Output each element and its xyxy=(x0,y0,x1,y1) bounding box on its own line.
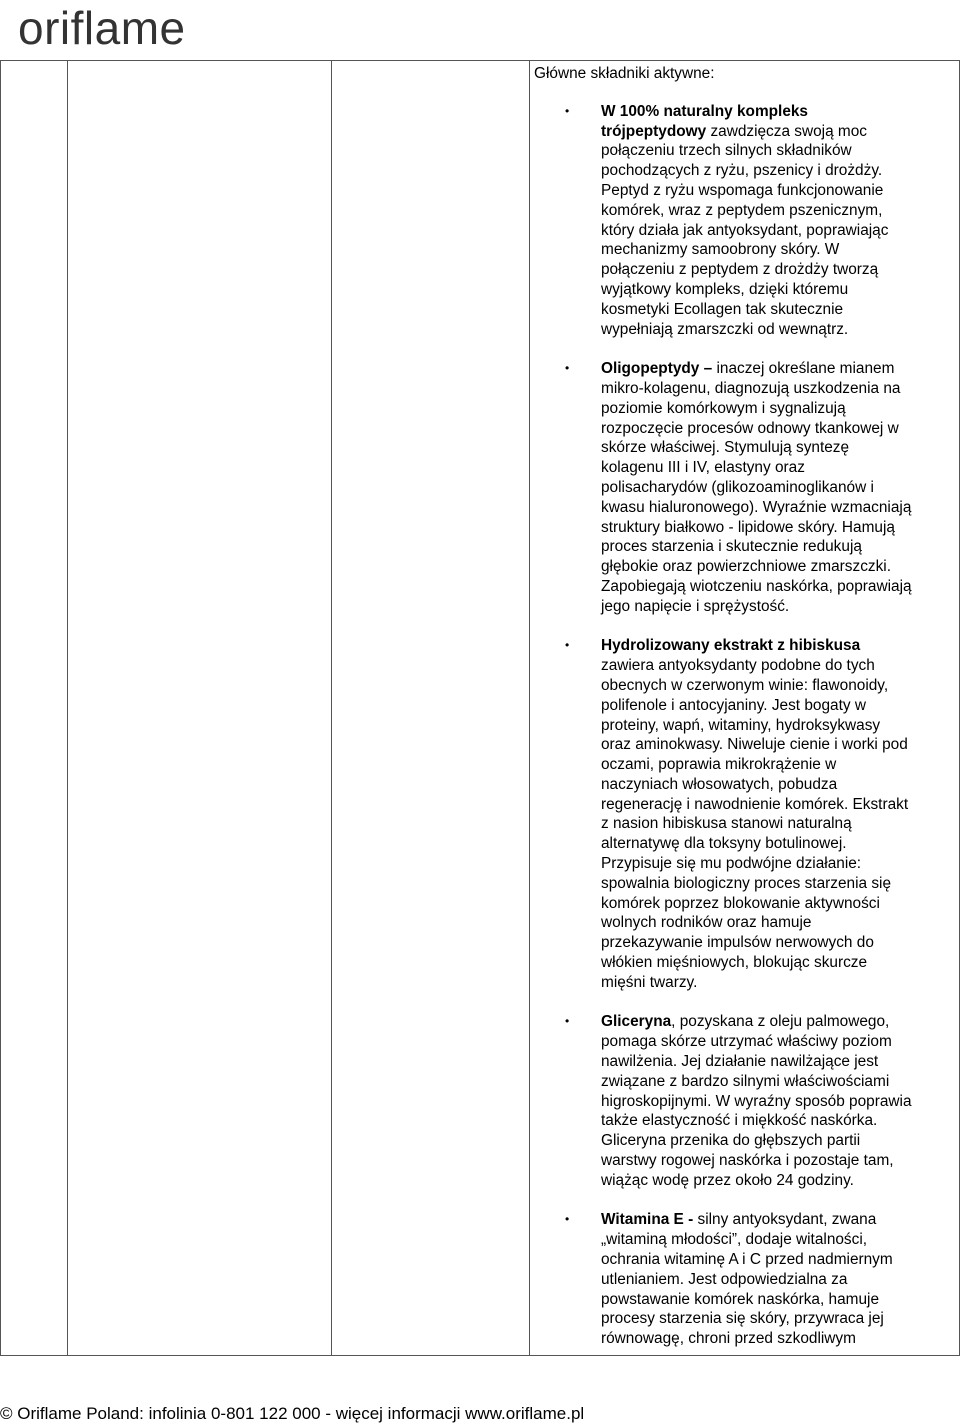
text-segment: , pozyskana z oleju palmowego, xyxy=(671,1013,890,1031)
text-segment: wyjątkowy kompleks, dzięki któremu xyxy=(601,280,849,298)
text-line xyxy=(601,1329,954,1349)
text-line xyxy=(601,1092,954,1112)
text-line xyxy=(601,1290,954,1310)
text-segment: połączeniu z peptydem z drożdży tworzą xyxy=(601,261,879,279)
text-line xyxy=(601,478,954,498)
text-segment: poziomie komórkowym i sygnalizują xyxy=(601,399,846,417)
text-line xyxy=(601,458,954,478)
text-segment: oczami, poprawia mikrokrążenie w xyxy=(601,756,837,774)
text-line xyxy=(601,201,954,221)
text-line xyxy=(601,122,954,142)
text-segment: włókien mięśniowych, blokując skurcze xyxy=(601,954,868,972)
text-line xyxy=(601,953,954,973)
text-segment: oraz aminokwasy. Niweluje cienie i worki pod xyxy=(601,736,908,754)
text-segment: ochrania witaminę A i C przed nadmiernym xyxy=(601,1251,893,1269)
text-segment: proces starzenia i skutecznie redukują xyxy=(601,538,862,556)
text-segment: warstwy rogowej naskórka i pozostaje tam, xyxy=(601,1152,894,1170)
text-line xyxy=(601,359,954,379)
text-segment: powstawanie komórek naskórka, hamuje xyxy=(601,1290,880,1308)
text-line xyxy=(601,518,954,538)
text-segment: spowalnia biologiczny proces starzenia się xyxy=(601,874,892,892)
ingredient-name: Witamina E - xyxy=(601,1211,694,1229)
bullet-icon: • xyxy=(565,638,570,653)
text-line xyxy=(601,577,954,597)
ingredient-name: Gliceryna xyxy=(601,1013,672,1031)
text-line xyxy=(601,438,954,458)
text-segment: przekazywanie impulsów nerwowych do xyxy=(601,934,874,952)
bullet-icon: • xyxy=(565,103,570,118)
table-column-divider-3 xyxy=(529,61,530,1355)
text-segment: nawilżenia. Jej działanie nawilżające jest xyxy=(601,1053,879,1071)
text-segment: utlenianiem. Jest odpowiedzialna za xyxy=(601,1270,848,1288)
text-line xyxy=(601,419,954,439)
text-line xyxy=(601,498,954,518)
text-segment: higroskopijnymi. W wyraźny sposób poprawia xyxy=(601,1092,912,1110)
text-line xyxy=(601,933,954,953)
text-line xyxy=(601,240,954,260)
text-segment: skórze właściwej. Stymulują syntezę xyxy=(601,439,850,457)
table-column-divider-2 xyxy=(331,61,332,1355)
text-segment: obecnych w czerwonym winie: flawonoidy, xyxy=(601,676,889,694)
list-item xyxy=(534,102,954,340)
text-line xyxy=(601,1309,954,1329)
text-segment: komórek, wraz z peptydem pszenicznym, xyxy=(601,201,883,219)
text-line xyxy=(601,1250,954,1270)
text-segment: kosmetyki Ecollagen tak skutecznie xyxy=(601,300,844,318)
text-segment: który działa jak antyoksydant, poprawiając xyxy=(601,221,889,239)
text-segment: Zapobiegają wiotczeniu naskórka, poprawiają xyxy=(601,577,912,595)
text-line xyxy=(601,814,954,834)
text-segment: struktury białkowo - lipidowe skóry. Hamują xyxy=(601,518,895,536)
text-segment: komórek poprzez blokowanie aktywności xyxy=(601,894,880,912)
text-line xyxy=(601,696,954,716)
text-line xyxy=(601,913,954,933)
page-footer: © Oriflame Poland: infolinia 0-801 122 000 - więcej informacji www.oriflame.pl xyxy=(0,1404,585,1423)
list-item xyxy=(534,359,954,616)
text-line xyxy=(601,280,954,300)
text-segment: „witaminą młodości”, dodaje witalności, xyxy=(601,1231,868,1249)
text-line xyxy=(601,1032,954,1052)
text-segment: mechanizmy samoobrony skóry. W xyxy=(601,241,840,259)
text-line xyxy=(601,834,954,854)
text-segment: polifenole i antocyjaniny. Jest bogaty w xyxy=(601,696,866,714)
text-segment: zawdzięcza swoją moc xyxy=(706,122,867,140)
list-item xyxy=(534,636,954,992)
text-segment: Peptyd z ryżu wspomaga funkcjonowanie xyxy=(601,181,884,199)
text-segment: pomaga skórze utrzymać właściwy poziom xyxy=(601,1033,892,1051)
ingredient-name: trójpeptydowy xyxy=(601,122,707,140)
bullet-icon: • xyxy=(565,1212,570,1227)
oriflame-logo xyxy=(18,0,218,60)
text-segment: wypełniają zmarszczki od wewnątrz. xyxy=(601,320,849,338)
text-line xyxy=(601,1012,954,1032)
bullet-icon: • xyxy=(565,361,570,376)
text-segment: mięśni twarzy. xyxy=(601,973,698,991)
text-segment: silny antyoksydant, zwana xyxy=(693,1211,877,1229)
text-line xyxy=(601,795,954,815)
text-line xyxy=(601,716,954,736)
text-segment: alternatywę dla toksyny botulinowej. xyxy=(601,835,847,853)
text-segment: procesy starzenia się skóry, przywraca jej xyxy=(601,1310,884,1328)
text-segment: kwasu hialuronowego). Wyraźnie wzmacniają xyxy=(601,498,912,516)
text-line xyxy=(601,1171,954,1191)
text-line xyxy=(601,260,954,280)
text-line xyxy=(601,676,954,696)
text-line xyxy=(601,874,954,894)
text-line xyxy=(601,221,954,241)
text-line xyxy=(601,320,954,340)
text-line xyxy=(601,557,954,577)
text-segment: także elastyczność i miękkość naskórka. xyxy=(601,1112,878,1130)
text-line xyxy=(601,399,954,419)
text-segment: głębokie oraz powierzchniowe zmarszczki. xyxy=(601,558,891,576)
text-segment: polisacharydów (glikozoaminoglikanów i xyxy=(601,478,874,496)
text-line xyxy=(601,1072,954,1092)
text-line xyxy=(601,755,954,775)
list-item xyxy=(534,1210,954,1349)
text-segment: naczyniach włosowatych, pobudza xyxy=(601,775,838,793)
ingredient-name: Oligopeptydy xyxy=(601,360,700,378)
text-segment: połączeniu trzech silnych składników xyxy=(601,142,852,160)
text-segment: Gliceryna przenika do głębszych partii xyxy=(601,1132,861,1150)
text-segment: Przypisuje się mu podwójne działanie: xyxy=(601,855,862,873)
text-segment: – xyxy=(699,360,717,378)
text-line xyxy=(601,735,954,755)
text-segment: mikro-kolagenu, diagnozują uszkodzenia na xyxy=(601,379,901,397)
text-line xyxy=(601,379,954,399)
text-segment: równowagę, chroni przed szkodliwym xyxy=(601,1330,856,1348)
text-segment: pochodzących z ryżu, pszenicy i drożdży. xyxy=(601,162,883,180)
oriflame-logo-icon xyxy=(18,8,218,52)
text-segment: wiążąc wodę przez około 24 godziny. xyxy=(601,1171,854,1189)
text-line xyxy=(601,537,954,557)
text-segment: z nasion hibiskusa stanowi naturalną xyxy=(601,815,852,833)
text-segment: jego napięcie i sprężystość. xyxy=(601,597,790,615)
text-line xyxy=(601,1131,954,1151)
text-line xyxy=(601,102,954,122)
text-line xyxy=(601,1151,954,1171)
text-line xyxy=(601,894,954,914)
text-line xyxy=(601,973,954,993)
text-line xyxy=(601,656,954,676)
text-line xyxy=(601,597,954,617)
text-line xyxy=(601,636,954,656)
table-column-divider-1 xyxy=(67,61,68,1355)
ingredient-name: W 100% naturalny kompleks xyxy=(601,102,808,120)
text-segment: wolnych rodników oraz hamuje xyxy=(601,914,812,932)
list-item xyxy=(534,1012,954,1190)
text-line xyxy=(601,1210,954,1230)
text-segment: związane z bardzo silnymi właściwościami xyxy=(601,1072,890,1090)
text-segment: proteiny, wapń, witaminy, hydroksykwasy xyxy=(601,716,881,734)
text-segment: kolagenu III i IV, elastyny oraz xyxy=(601,459,805,477)
text-line xyxy=(601,1230,954,1250)
table-border-left xyxy=(0,61,1,1355)
text-line xyxy=(601,1111,954,1131)
text-line xyxy=(601,141,954,161)
text-line xyxy=(601,1052,954,1072)
ingredients-list xyxy=(534,102,954,1349)
text-line xyxy=(601,161,954,181)
bullet-icon: • xyxy=(565,1014,570,1029)
text-line xyxy=(601,775,954,795)
text-line xyxy=(601,300,954,320)
text-segment: inaczej określane mianem xyxy=(716,360,895,378)
ingredients-content xyxy=(534,64,954,1369)
text-segment: regenerację i nawodnienie komórek. Ekstrakt xyxy=(601,795,909,813)
text-line xyxy=(601,854,954,874)
text-segment: zawiera antyoksydanty podobne do tych xyxy=(601,657,875,675)
text-line xyxy=(601,1270,954,1290)
text-line xyxy=(601,181,954,201)
text-segment: rozpoczęcie procesów odnowy tkankowej w xyxy=(601,419,899,437)
ingredient-name: Hydrolizowany ekstrakt z hibiskusa xyxy=(601,637,861,655)
ingredients-heading: Główne składniki aktywne: xyxy=(534,65,715,82)
logo-text: oriflame xyxy=(18,8,186,52)
